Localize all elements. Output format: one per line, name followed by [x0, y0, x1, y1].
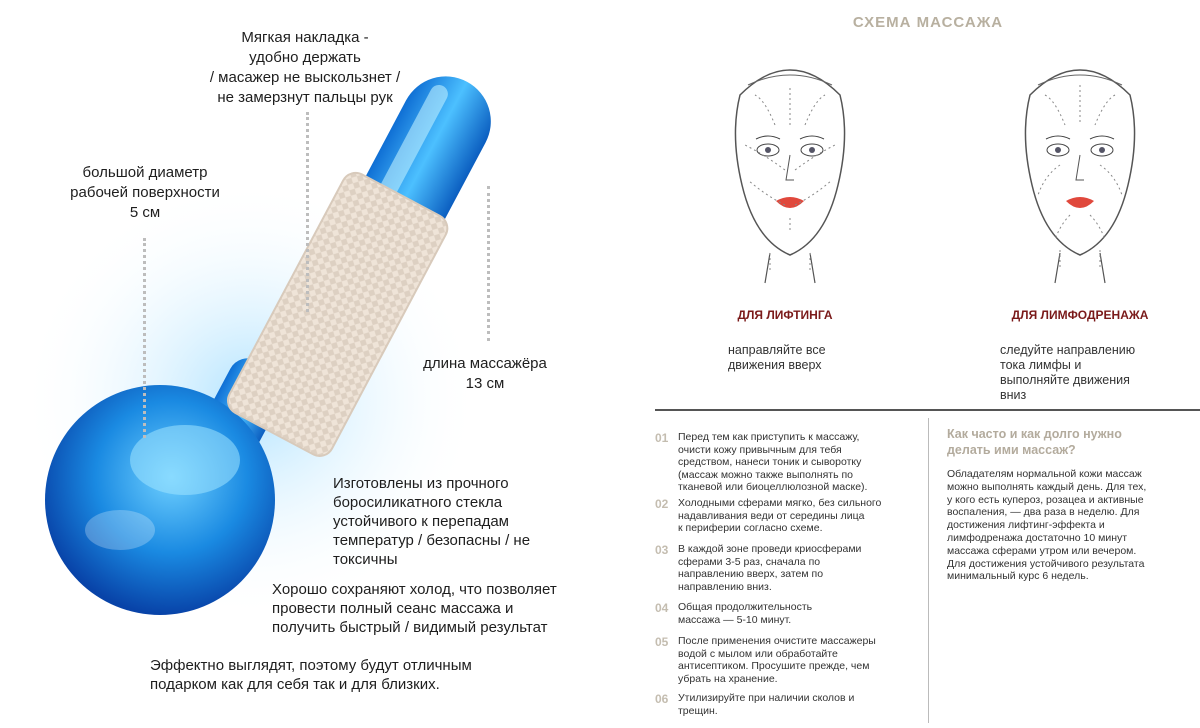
scheme-title: СХЕМА МАССАЖА — [852, 14, 1004, 31]
lifting-desc-line: направляйте все — [728, 343, 826, 357]
step-number: 05 — [655, 635, 669, 649]
diameter-leader-line — [143, 238, 149, 438]
step-line: (массаж можно также выполнять по — [678, 468, 854, 481]
pad-callout-line: не замерзнут пальцы рук — [217, 89, 393, 106]
gift-line: подарком как для себя так и для близких. — [150, 676, 440, 693]
face-lymph-diagram — [1000, 55, 1160, 285]
step-line: В каждой зоне проведи криосферами — [678, 543, 862, 555]
step-number: 06 — [655, 692, 669, 706]
gift-line: Эффектно выглядят, поэтому будут отличным — [150, 657, 472, 674]
frequency-line: минимальный курс 6 недель. — [947, 570, 1089, 583]
material-line: температур / безопасны / не — [333, 532, 531, 549]
step-number: 04 — [655, 601, 669, 615]
frequency-line: у кого есть купероз, розацеа и активные — [947, 493, 1144, 506]
lymph-desc-line: вниз — [1000, 388, 1027, 402]
diameter-callout — [40, 163, 250, 223]
lymph-desc-line: следуйте направлению — [1000, 343, 1136, 357]
step-line: тканевой или биоцеллюлозной маске). — [678, 481, 868, 494]
frequency-title — [947, 426, 1187, 458]
step-text — [678, 543, 903, 593]
frequency-line: массажа сферами утром или вечером. — [947, 544, 1137, 557]
step-number: 03 — [655, 543, 669, 557]
frequency-line: Для достижения устойчивого результата — [947, 557, 1145, 570]
length-callout-line: 13 см — [465, 375, 505, 392]
frequency-line: достижения лифтинг-эффекта и — [947, 519, 1105, 532]
diameter-callout-line: 5 см — [129, 204, 161, 221]
frequency-line: воспаления, — два раза в неделю. Для — [947, 506, 1140, 519]
pad-callout — [150, 28, 460, 108]
step-line: убрать на хранение. — [678, 672, 778, 685]
lymph-description — [1000, 343, 1200, 403]
length-leader-line — [487, 186, 493, 341]
pad-callout-line: Мягкая накладка - — [241, 29, 369, 46]
step-line: антисептиком. Просушите прежде, чем — [678, 660, 870, 673]
material-line: токсичны — [333, 551, 398, 568]
step-line: надавливания веди от середины лица — [678, 509, 865, 522]
step-line: направлению вниз. — [678, 580, 772, 593]
length-callout — [400, 354, 570, 394]
lymph-caption: ДЛЯ ЛИМФОДРЕНАЖА — [1011, 308, 1149, 322]
pad-leader-line — [306, 112, 312, 312]
step-line: средством, нанеси тоник и сыворотку — [678, 456, 862, 469]
frequency-text — [947, 468, 1187, 583]
step-text — [678, 497, 903, 535]
step-line: сферами 3-5 раз, сначала по — [678, 555, 821, 568]
step-text — [678, 601, 903, 626]
cold-line: получить быстрый / видимый результат — [272, 619, 548, 636]
diameter-callout-line: большой диаметр — [82, 164, 208, 181]
material-line: устойчивого к перепадам — [333, 513, 509, 530]
step-line: водой с мылом или обработайте — [678, 647, 838, 660]
length-callout-line: длина массажёра — [423, 355, 547, 372]
frequency-line: Обладателям нормальной кожи массаж — [947, 468, 1142, 480]
lymph-desc-line: тока лимфы и — [1000, 358, 1082, 372]
step-line: Общая продолжительность — [678, 601, 813, 613]
lifting-caption: ДЛЯ ЛИФТИНГА — [737, 308, 833, 322]
cold-line: Хорошо сохраняют холод, что позволяет — [272, 581, 557, 598]
frequency-line: лимфодренажа достаточно 10 минут — [947, 531, 1128, 544]
frequency-line: можно выполнять каждый день. Для тех, — [947, 480, 1147, 493]
section-divider — [655, 409, 1200, 411]
step-text — [678, 431, 903, 494]
lymph-desc-line: выполняйте движения — [1000, 373, 1130, 387]
step-text — [678, 635, 903, 685]
step-line: Утилизируйте при наличии сколов и — [678, 692, 855, 704]
step-line: После применения очистите массажеры — [678, 635, 876, 647]
frequency-title-line: делать ими массаж? — [947, 443, 1076, 457]
step-text — [678, 692, 903, 717]
step-line: трещин. — [678, 704, 718, 717]
cold-paragraph — [272, 580, 612, 637]
step-line: Перед тем как приступить к массажу, — [678, 431, 860, 443]
step-line: очисти кожу привычным для тебя — [678, 443, 842, 456]
cold-line: провести полный сеанс массажа и — [272, 600, 514, 617]
step-line: направлению вверх, затем по — [678, 568, 824, 581]
frequency-title-line: Как часто и как долго нужно — [947, 427, 1122, 441]
material-line: боросиликатного стекла — [333, 494, 503, 511]
lifting-desc-line: движения вверх — [728, 358, 822, 372]
step-number: 01 — [655, 431, 669, 445]
pad-callout-line: / масажер не выскользнет / — [209, 69, 401, 86]
diameter-callout-line: рабочей поверхности — [70, 184, 220, 201]
step-line: массажа — 5-10 минут. — [678, 613, 792, 626]
step-number: 02 — [655, 497, 669, 511]
pad-callout-line: удобно держать — [249, 49, 361, 66]
column-divider — [928, 418, 929, 723]
lifting-description — [728, 343, 928, 373]
step-line: Холодными сферами мягко, без сильного — [678, 497, 882, 509]
face-lifting-diagram — [710, 55, 870, 285]
gift-paragraph — [150, 656, 550, 694]
step-line: к периферии согласно схеме. — [678, 522, 823, 535]
material-line: Изготовлены из прочного — [333, 475, 509, 492]
material-paragraph — [333, 474, 593, 569]
